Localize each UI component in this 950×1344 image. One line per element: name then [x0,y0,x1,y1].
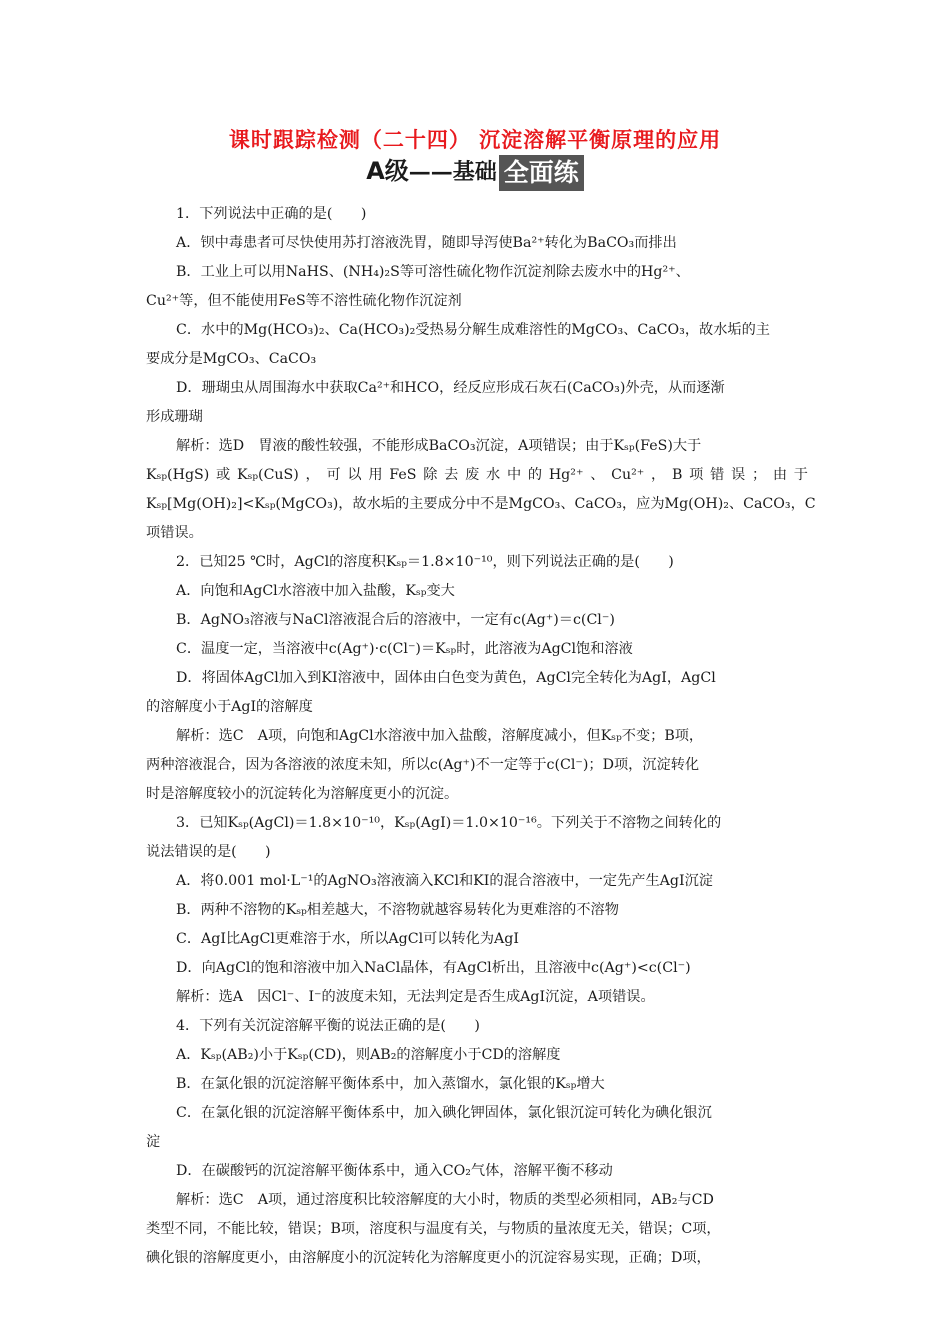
level-basic: 基础 [452,159,497,185]
q1-solution: 解析：选D 胃液的酸性较强，不能形成BaCO₃沉淀，A项错误；由于Kₛₚ(FeS)大于 [176,438,702,454]
q2-solution-cont: 两种溶液混合，因为各溶液的浓度未知，所以c(Ag⁺)不一定等于c(Cl⁻)；D项，沉淀转化 [146,757,700,773]
q2-stem: 2．已知25 ℃时，AgCl的溶度积Kₛₚ＝1.8×10⁻¹⁰，则下列说法正确的是( ) [176,554,674,570]
q3-option-c: C．AgI比AgCl更难溶于水，所以AgCl可以转化为AgI [176,931,519,947]
q3-solution: 解析：选A 因Cl⁻、I⁻的波度未知，无法判定是否生成AgI沉淀，A项错误。 [176,989,655,1005]
q1-option-d: D．珊瑚虫从周围海水中获取Ca²⁺和HCO，经反应形成石灰石(CaCO₃)外壳，从而逐渐 [176,380,725,396]
q2-option-c: C．温度一定，当溶液中c(Ag⁺)·c(Cl⁻)＝Kₛₚ时，此溶液为AgCl饱和溶液 [176,641,633,657]
q2-solution: 解析：选C A项，向饱和AgCl水溶液中加入盐酸，溶解度减小，但Kₛₚ不变；B项， [176,728,704,744]
q2-option-d-cont: 的溶解度小于AgI的溶解度 [146,699,313,715]
q1-solution-cont: 项错误。 [146,525,203,541]
q3-option-b: B．两种不溶物的Kₛₚ相差越大，不溶物就越容易转化为更难溶的不溶物 [176,902,619,918]
q1-option-d-cont: 形成珊瑚 [146,409,203,425]
q4-option-c: C．在氯化银的沉淀溶解平衡体系中，加入碘化钾固体，氯化银沉淀可转化为碘化银沉 [176,1105,712,1121]
q3-option-d: D．向AgCl的饱和溶液中加入NaCl晶体，有AgCl析出，且溶液中c(Ag⁺)<c(Cl⁻) [176,960,691,976]
q4-solution-cont: 类型不同，不能比较，错误；B项，溶度积与温度有关，与物质的量浓度无关，错误；C项， [146,1221,721,1237]
q4-solution-cont: 碘化银的溶解度更小，由溶解度小的沉淀转化为溶解度更小的沉淀容易实现，正确；D项， [146,1250,711,1266]
level-label: A级 [366,157,409,185]
q1-stem: 1．下列说法中正确的是( ) [176,206,367,222]
q4-option-a: A．Kₛₚ(AB₂)小于Kₛₚ(CD)，则AB₂的溶解度小于CD的溶解度 [176,1047,561,1063]
q4-option-b: B．在氯化银的沉淀溶解平衡体系中，加入蒸馏水，氯化银的Kₛₚ增大 [176,1076,605,1092]
q2-solution-cont: 时是溶解度较小的沉淀转化为溶解度更小的沉淀。 [146,786,459,802]
q1-solution-cont: Kₛₚ[Mg(OH)₂]<Kₛₚ(MgCO₃)，故水垢的主要成分中不是MgCO₃、CaCO₃，应为Mg(OH)₂、CaCO₃，C [146,496,816,512]
q1-option-c: C．水中的Mg(HCO₃)₂、Ca(HCO₃)₂受热易分解生成难溶性的MgCO₃、CaCO₃，故水垢的主 [176,322,770,338]
level-heading [0,152,950,191]
q1-option-b-cont: Cu²⁺等，但不能使用FeS等不溶性硫化物作沉淀剂 [146,293,462,309]
q4-option-c-cont: 淀 [146,1134,161,1150]
page-title: 课时跟踪检测（二十四） 沉淀溶解平衡原理的应用 [228,128,722,152]
q2-option-b: B．AgNO₃溶液与NaCl溶液混合后的溶液中，一定有c(Ag⁺)＝c(Cl⁻) [176,612,615,628]
level-dash: —— [408,159,453,185]
q1-option-a: A．钡中毒患者可尽快使用苏打溶液洗胃，随即导泻使Ba²⁺转化为BaCO₃而排出 [176,235,677,251]
q3-stem-cont: 说法错误的是( ) [146,844,271,860]
q4-solution: 解析：选C A项，通过溶度积比较溶解度的大小时，物质的类型必须相同，AB₂与CD [176,1192,714,1208]
q2-option-a: A．向饱和AgCl水溶液中加入盐酸，Kₛₚ变大 [176,583,455,599]
level-boxed-label: 全面练 [499,155,584,191]
q2-option-d: D．将固体AgCl加入到KI溶液中，固体由白色变为黄色，AgCl完全转化为AgI，AgCl [176,670,716,686]
q1-option-b: B．工业上可以用NaHS、(NH₄)₂S等可溶性硫化物作沉淀剂除去废水中的Hg²⁺、 [176,264,690,280]
q1-solution-cont: Kₛₚ(HgS)或Kₛₚ(CuS)，可以用FeS除去废水中的Hg²⁺、Cu²⁺，B项错误；由于 [146,467,808,483]
q3-option-a: A．将0.001 mol·L⁻¹的AgNO₃溶液滴入KCl和KI的混合溶液中，一定先产生AgI沉淀 [176,873,713,889]
q1-option-c-cont: 要成分是MgCO₃、CaCO₃ [146,351,317,367]
q4-stem: 4．下列有关沉淀溶解平衡的说法正确的是( ) [176,1018,480,1034]
q3-stem: 3．已知Kₛₚ(AgCl)＝1.8×10⁻¹⁰，Kₛₚ(AgI)＝1.0×10⁻¹⁶。下列关于不溶物之间转化的 [176,815,722,831]
q4-option-d: D．在碳酸钙的沉淀溶解平衡体系中，通入CO₂气体，溶解平衡不移动 [176,1163,613,1179]
questions [146,200,816,1273]
